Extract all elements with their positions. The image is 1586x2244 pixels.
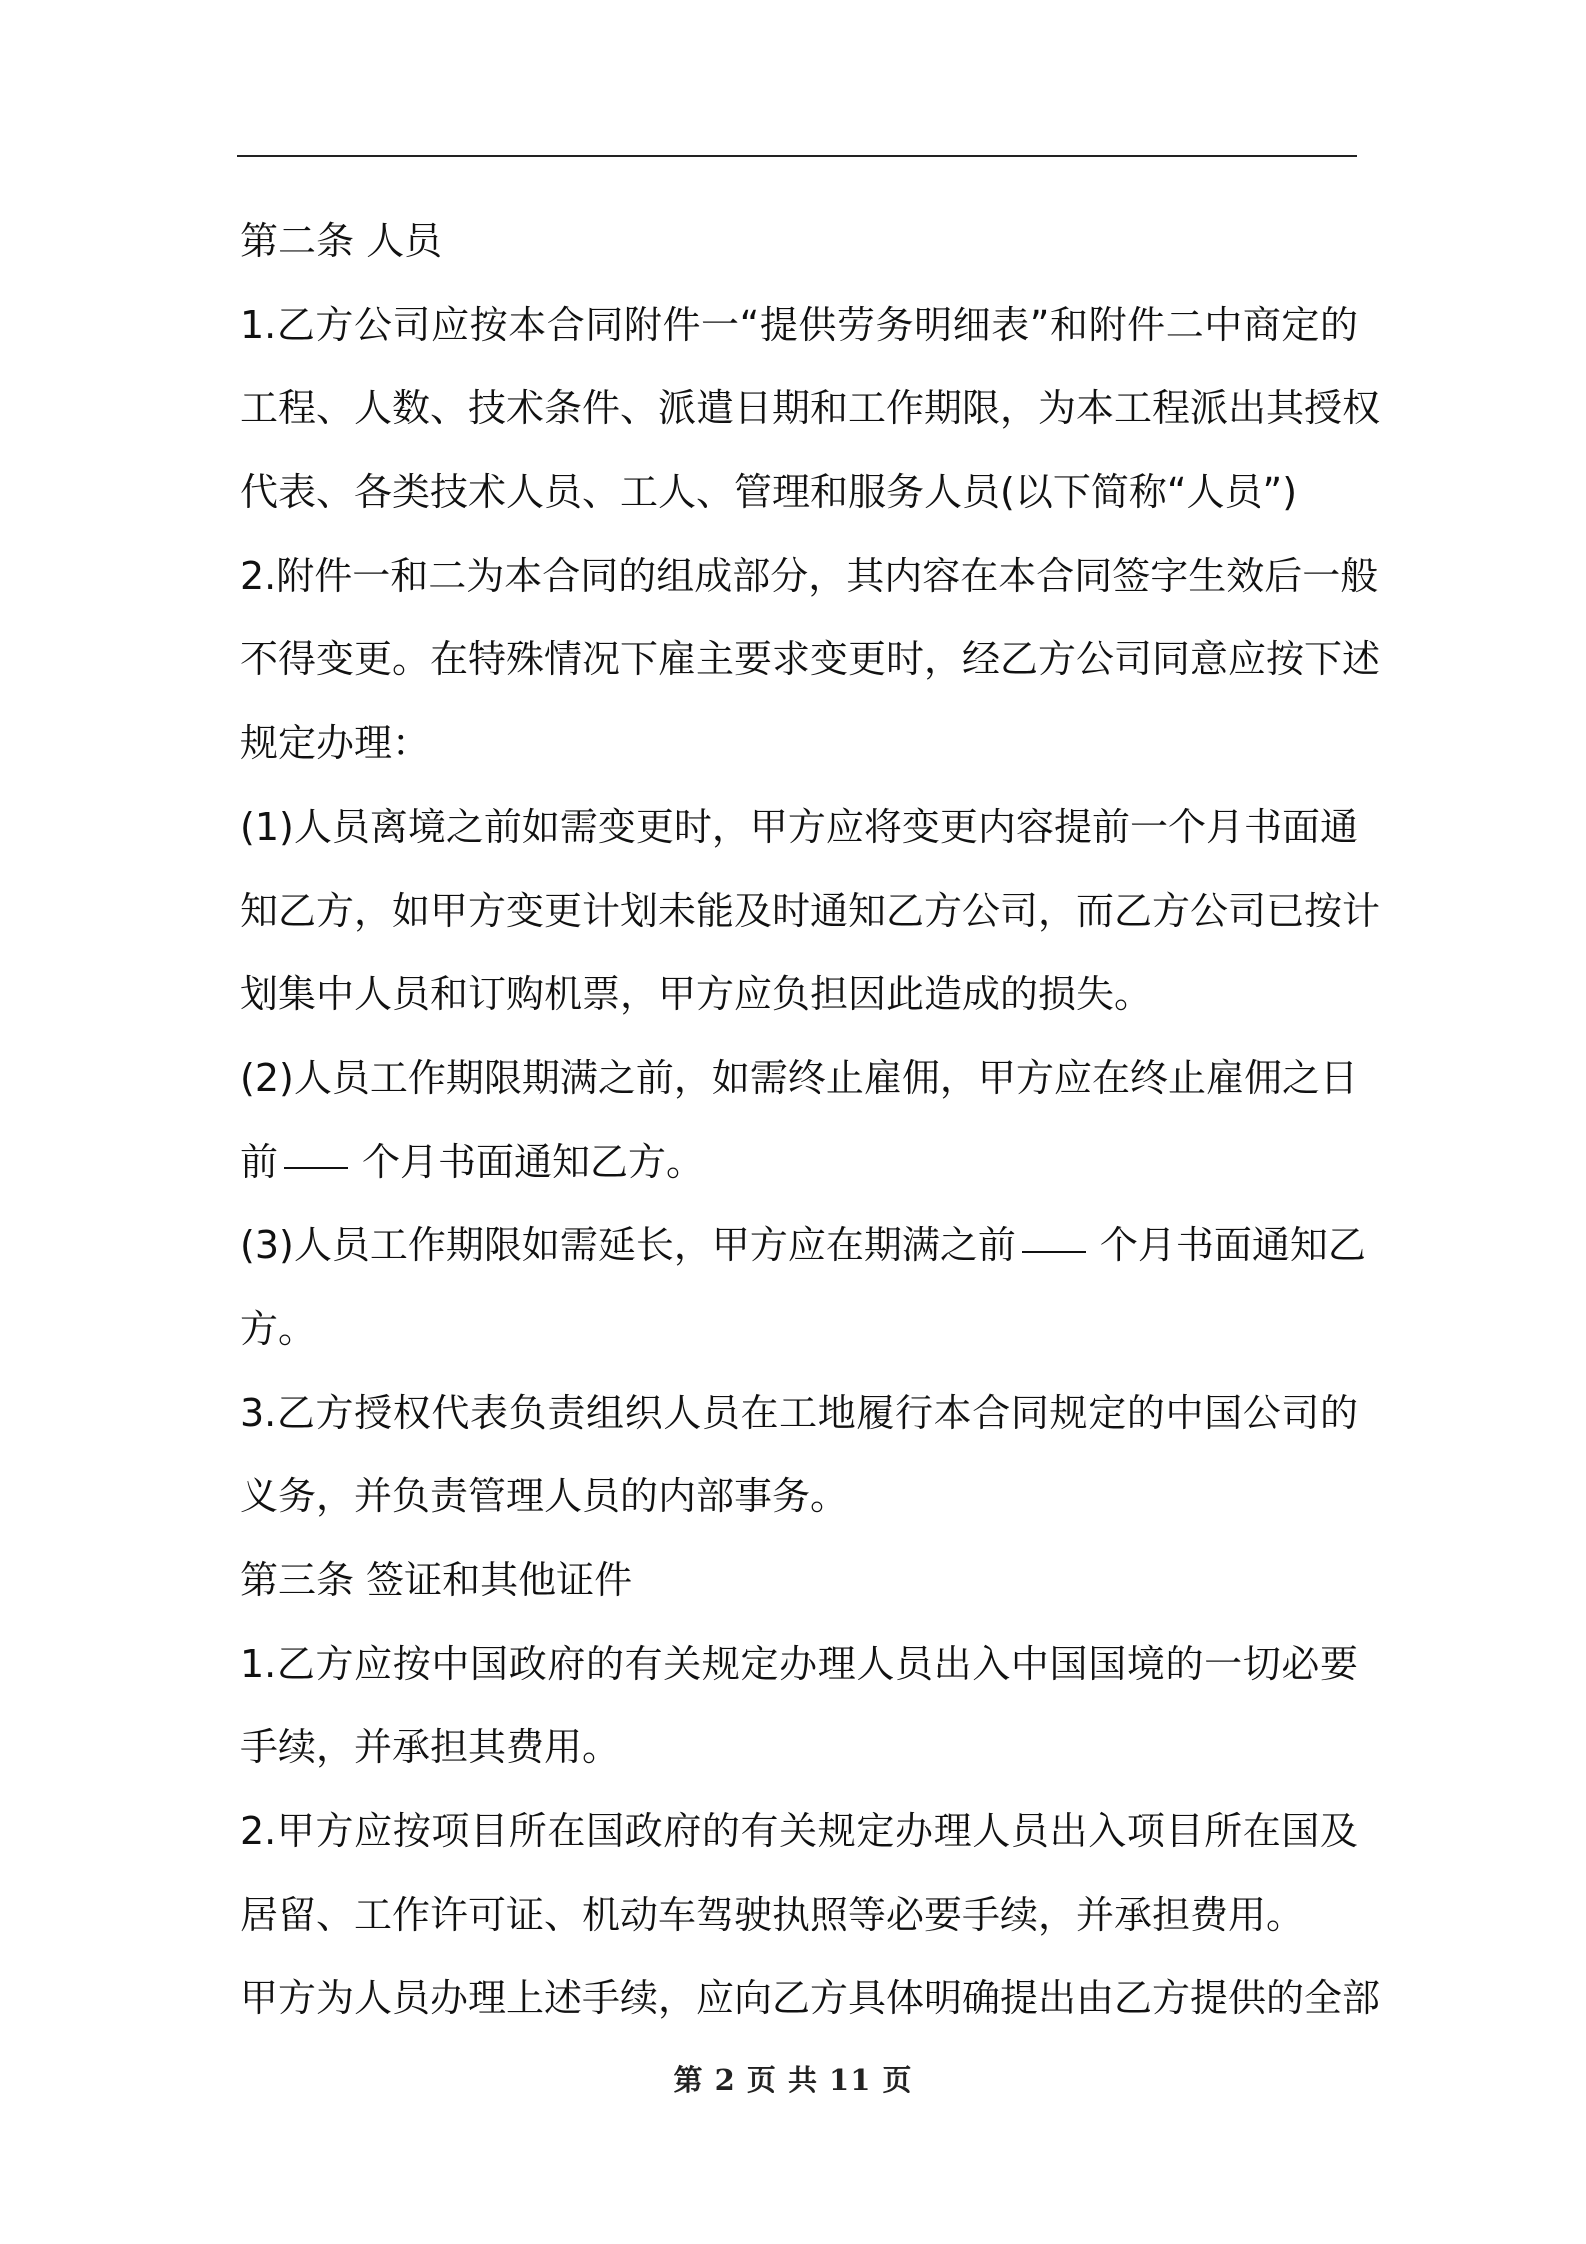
paragraph-line: 划集中人员和订购机票，甲方应负担因此造成的损失。: [240, 972, 1153, 1017]
paragraph-line: 方。: [240, 1306, 317, 1351]
paragraph-line-with-blank: [240, 1204, 1366, 1288]
paragraph-line: 手续，并承担其费用。: [240, 1725, 621, 1770]
paragraph-line-with-blank: [240, 1121, 1358, 1205]
paragraph-line: 工程、人数、技术条件、派遣日期和工作期限，为本工程派出其授权: [240, 386, 1381, 431]
paragraph-line: 义务，并负责管理人员的内部事务。: [240, 1474, 849, 1519]
text-segment: 前: [240, 1139, 279, 1184]
paragraph-line: 不得变更。在特殊情况下雇主要求变更时，经乙方公司同意应按下述: [240, 637, 1381, 682]
text-segment: (3)人员工作期限如需延长，甲方应在期满之前: [240, 1223, 1016, 1268]
document-body: [240, 200, 1381, 2041]
header-rule: [237, 155, 1357, 157]
paragraph-line: 2.附件一和二为本合同的组成部分，其内容在本合同签字生效后一般: [240, 553, 1379, 598]
paragraph-line: (2)人员工作期限期满之前，如需终止雇佣，甲方应在终止雇佣之日: [240, 1055, 1358, 1100]
section-heading-article-2: 第二条 人员: [240, 219, 443, 263]
fill-in-blank: [284, 1166, 348, 1169]
paragraph-line: (1)人员离境之前如需变更时，甲方应将变更内容提前一个月书面通: [240, 804, 1358, 849]
paragraph-line: 1.乙方应按中国政府的有关规定办理人员出入中国国境的一切必要: [240, 1641, 1358, 1686]
section-heading-article-3: 第三条 签证和其他证件: [240, 1558, 633, 1602]
paragraph-line: 1.乙方公司应按本合同附件一“提供劳务明细表”和附件二中商定的: [240, 302, 1358, 347]
text-segment: 个月书面通知乙方。: [362, 1139, 705, 1184]
fill-in-blank: [1022, 1250, 1086, 1253]
text-segment: 个月书面通知乙: [1099, 1223, 1366, 1268]
paragraph-line: 2.甲方应按项目所在国政府的有关规定办理人员出入项目所在国及: [240, 1809, 1358, 1854]
paragraph-line: 知乙方，如甲方变更计划未能及时通知乙方公司，而乙方公司已按计: [240, 888, 1381, 933]
paragraph-line: 代表、各类技术人员、工人、管理和服务人员(以下简称“人员”): [240, 470, 1298, 515]
paragraph-line: 3.乙方授权代表负责组织人员在工地履行本合同规定的中国公司的: [240, 1390, 1358, 1435]
page-number-footer: 第 2 页 共 11 页: [673, 2063, 913, 2097]
paragraph-line: 规定办理：: [240, 721, 431, 766]
paragraph-line: 居留、工作许可证、机动车驾驶执照等必要手续，并承担费用。: [240, 1892, 1305, 1937]
paragraph-line: 甲方为人员办理上述手续，应向乙方具体明确提出由乙方提供的全部: [240, 1976, 1381, 2021]
